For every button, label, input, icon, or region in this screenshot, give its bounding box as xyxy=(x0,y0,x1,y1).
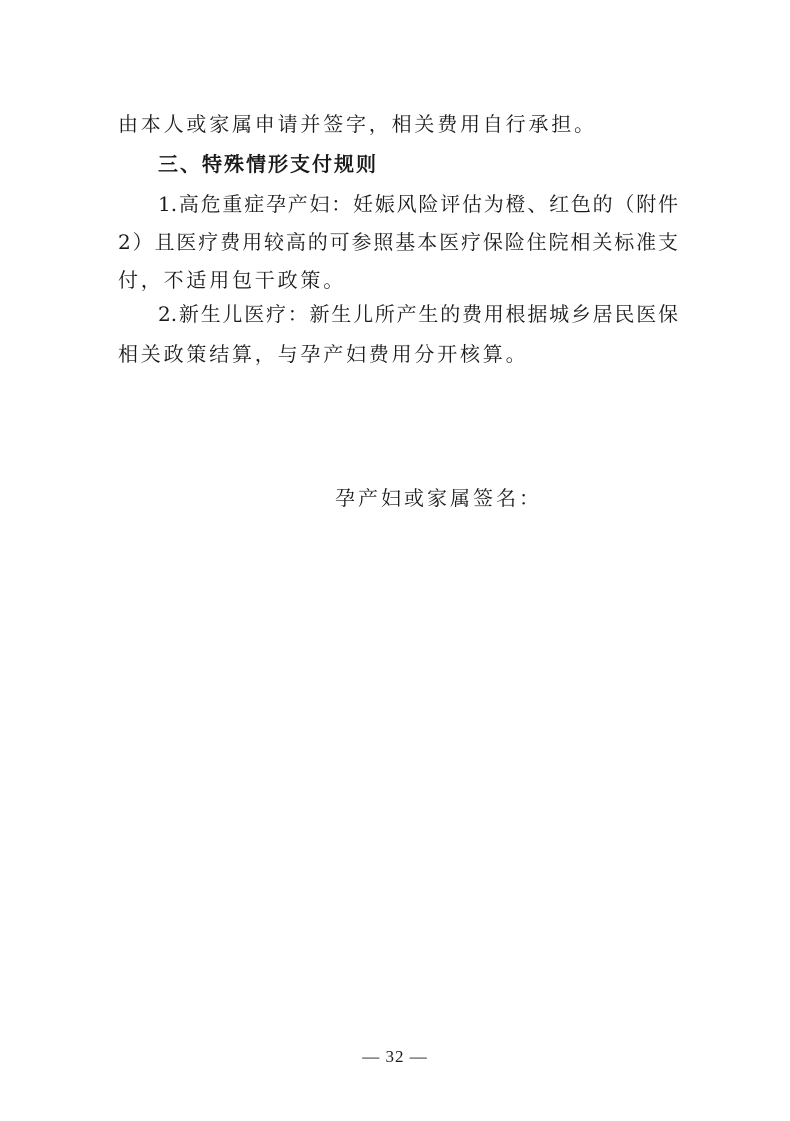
body-text-line: 相关政策结算，与孕产妇费用分开核算。 xyxy=(118,342,529,366)
signature-label: 孕产妇或家属签名： xyxy=(335,486,542,510)
body-text-line: 付，不适用包干政策。 xyxy=(118,268,346,292)
body-text-line: 1.高危重症孕产妇：妊娠风险评估为橙、红色的（附件 xyxy=(158,192,678,216)
section-heading: 三、特殊情形支付规则 xyxy=(158,152,378,176)
body-text-line: 2）且医疗费用较高的可参照基本医疗保险住院相关标准支 xyxy=(118,230,678,254)
page-number: — 32 — xyxy=(362,1047,428,1066)
body-text-line: 2.新生儿医疗：新生儿所产生的费用根据城乡居民医保 xyxy=(158,302,678,326)
body-text-line: 由本人或家属申请并签字，相关费用自行承担。 xyxy=(118,112,597,136)
